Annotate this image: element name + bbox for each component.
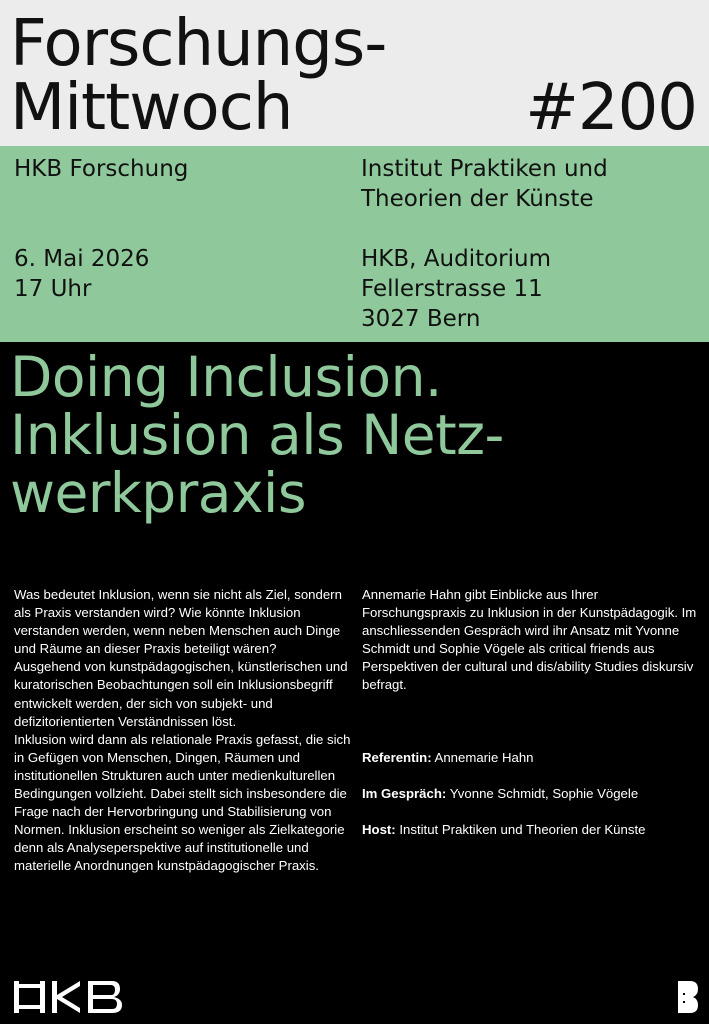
conversation-row xyxy=(362,785,707,803)
location: HKB, Auditorium Fellerstrasse 11 3027 Bern xyxy=(361,246,551,332)
event-headline: Doing Inclusion. Inklusion als Netz- werkpraxis xyxy=(10,345,504,525)
header-band xyxy=(0,0,709,146)
speaker-name: Annemarie Hahn xyxy=(434,750,534,765)
title-line-1: Forschungs- xyxy=(10,7,387,81)
credits xyxy=(362,749,707,857)
body-text-left xyxy=(14,586,359,876)
issue-number: #200 xyxy=(525,71,697,145)
host-label: Host: xyxy=(362,822,396,837)
body-paragraph: Was bedeutet Inklusion, wenn sie nicht als Ziel, sondern als Praxis verstanden wird? Wie könnte Inklusion verstanden werden, wenn neben Menschen auch Dinge und Räume an dieser Praxis beteiligt wären? xyxy=(14,587,342,657)
conversation-label: Im Gespräch: xyxy=(362,786,447,801)
institute: Institut Praktiken und Theorien der Künste xyxy=(361,156,608,212)
conversation-names: Yvonne Schmidt, Sophie Vögele xyxy=(449,786,639,801)
host-row xyxy=(362,821,707,839)
body-paragraph: Annemarie Hahn gibt Einblicke aus Ihrer Forschungspraxis zu Inklusion in der Kunstpädagogik. Im anschliessenden Gespräch wird ihr Ansatz mit Yvonne Schmidt und Sophie Vögele als critical friends aus Perspektiven der cultural und dis/ability Studies diskursiv befragt. xyxy=(362,587,697,693)
body-paragraph: Ausgehend von kunstpädagogischen, künstlerischen und kuratorischen Beobachtungen soll ein Inklusionsbegriff entwickelt werden, der sich von subjekt- und defizitorientierten Verständnissen löst. xyxy=(14,659,348,729)
organizer: HKB Forschung xyxy=(14,156,189,182)
info-band xyxy=(0,146,709,342)
bfh-logo xyxy=(678,981,698,1018)
hkb-logo xyxy=(14,981,122,1018)
speaker-label: Referentin: xyxy=(362,750,432,765)
body-paragraph: Inklusion wird dann als relationale Praxis gefasst, die sich in Gefügen von Menschen, Dingen, Räumen und institutionellen Strukturen auch unter medienkulturellen Bedingungen vollzieht. Dabei stellt sich insbesondere die Frage nach der Hervorbringung und Stabilisierung von Normen. Inklusion erscheint so weniger als Zielkategorie denn als Analyseperspektive auf institutionelle und materielle Anordnungen kunstpädagogischer Praxis. xyxy=(14,731,351,874)
host-name: Institut Praktiken und Theorien der Künste xyxy=(399,822,646,837)
date-time: 6. Mai 2026 17 Uhr xyxy=(14,246,150,302)
body-text-right xyxy=(362,586,702,695)
speaker-row xyxy=(362,749,707,767)
title-line-2: Mittwoch xyxy=(10,71,293,145)
